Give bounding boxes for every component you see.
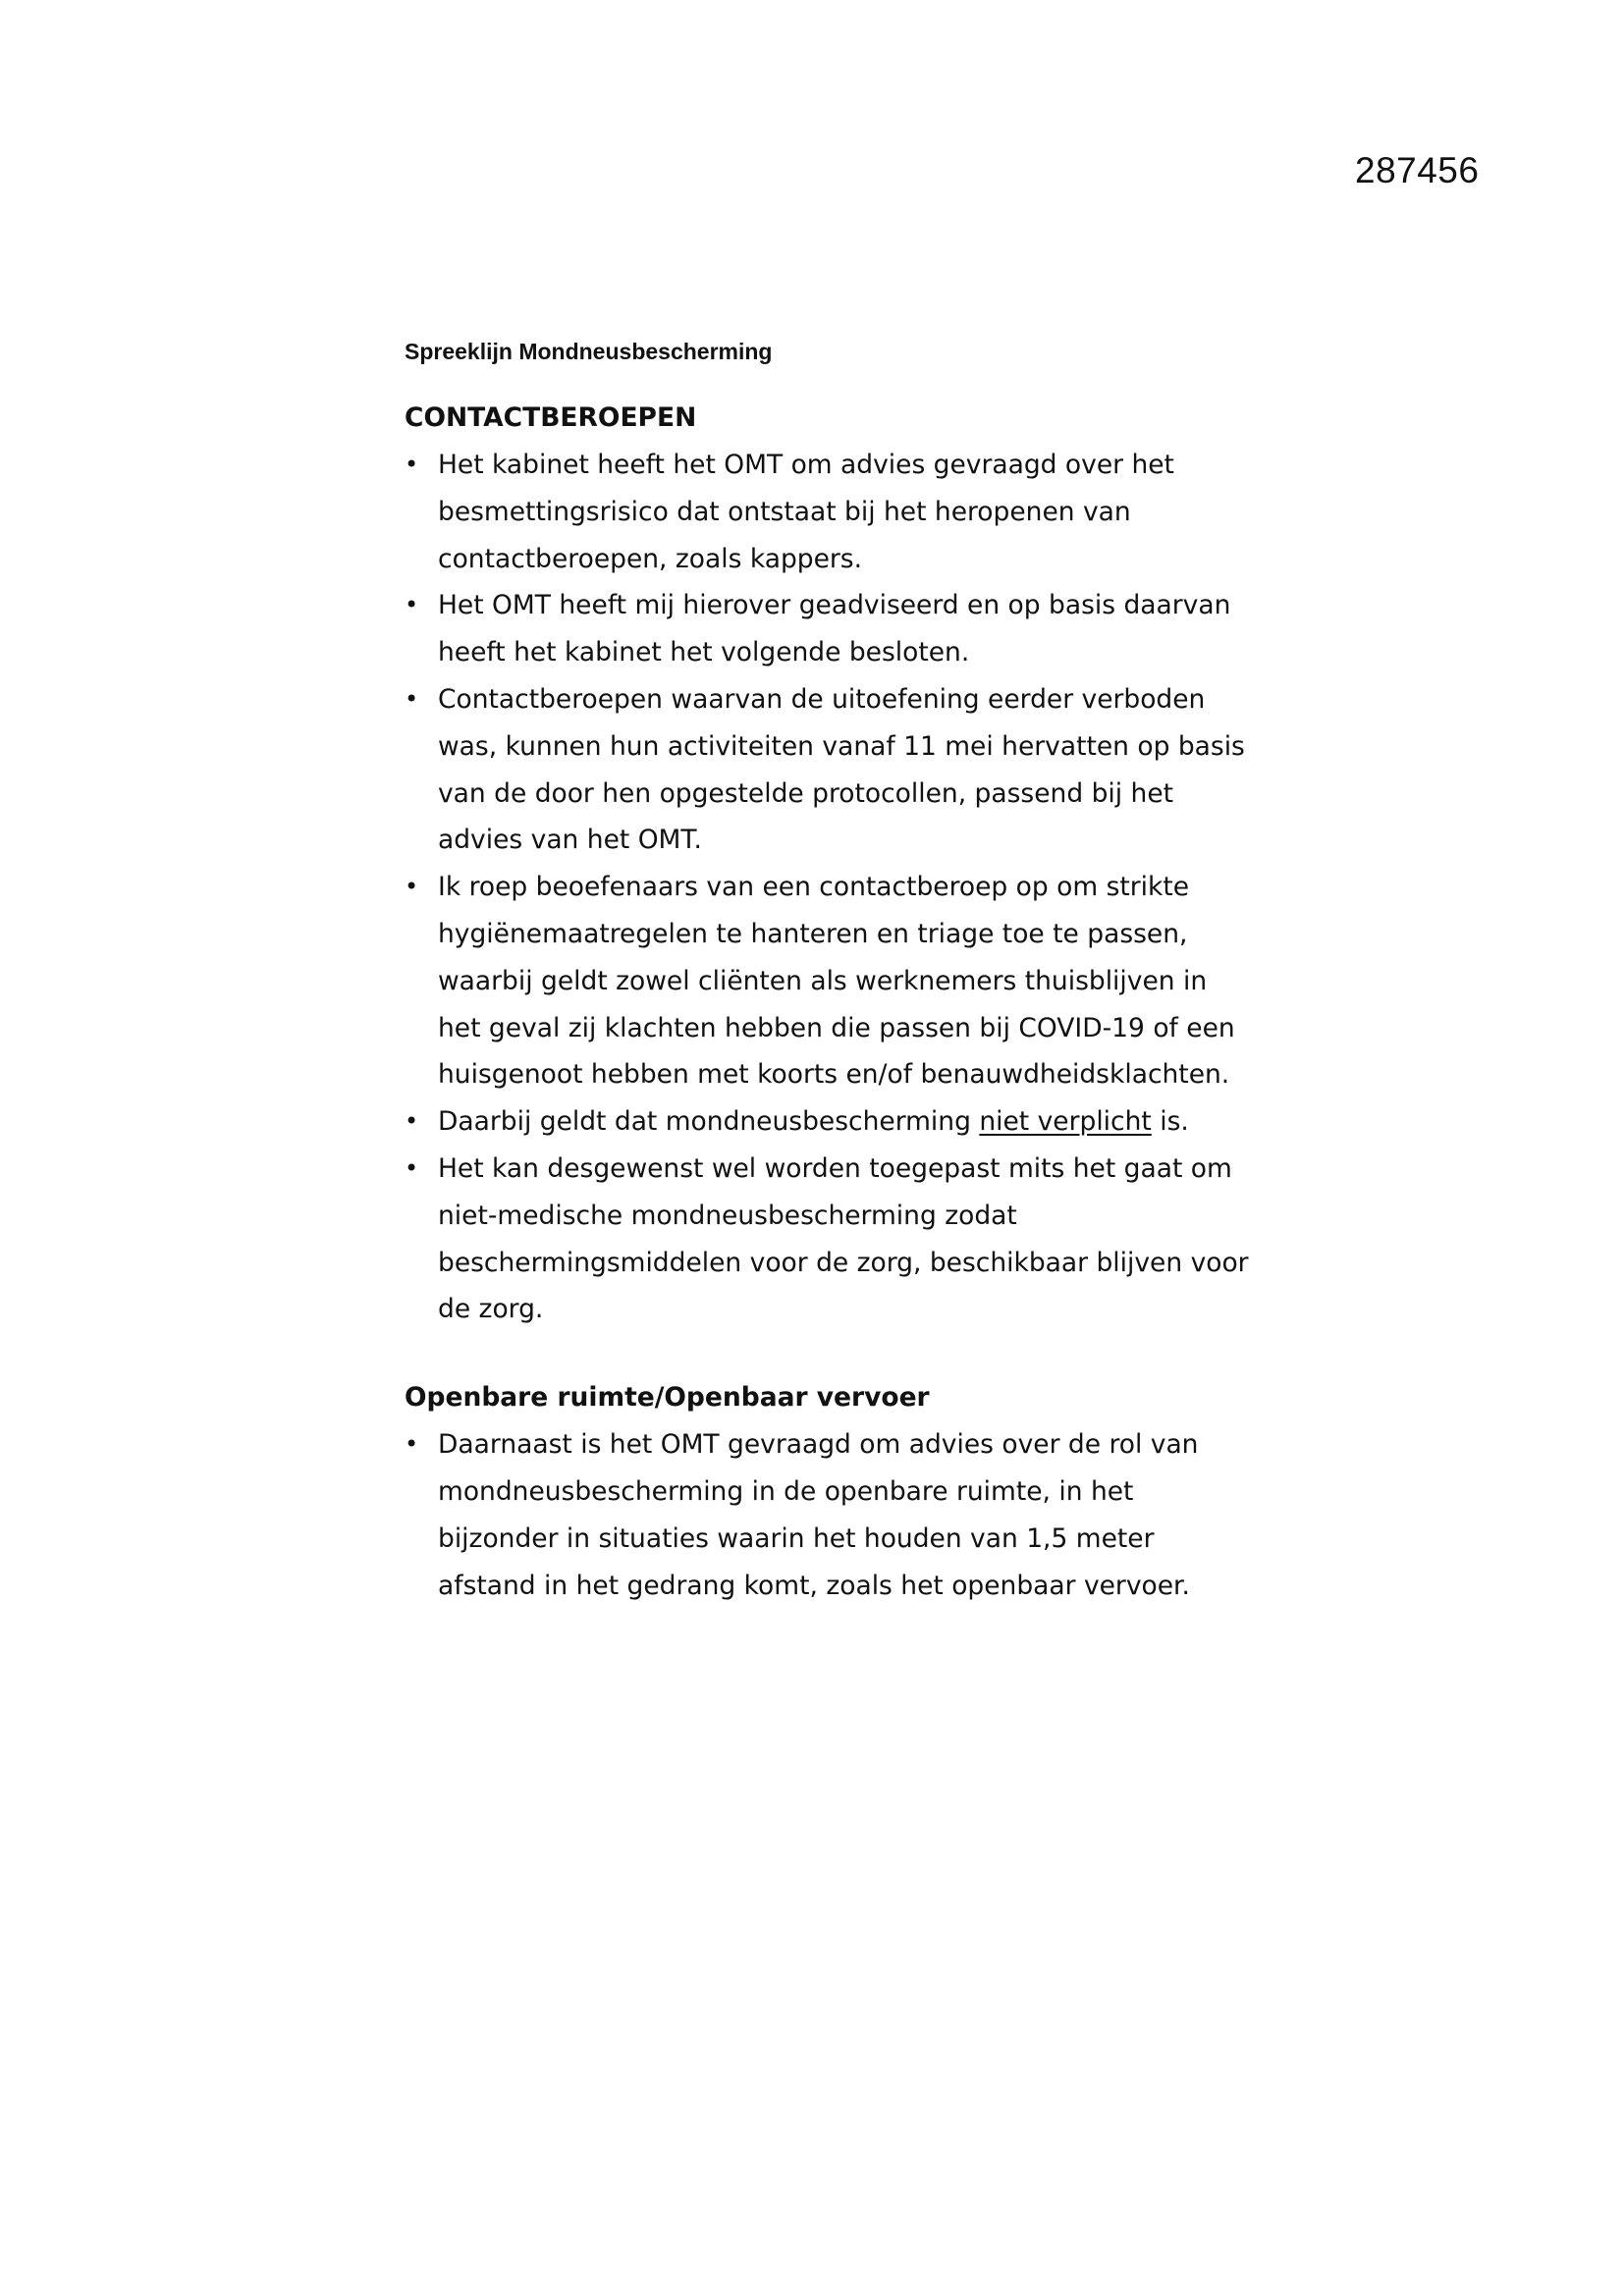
document-body bbox=[405, 399, 1249, 1609]
list-item bbox=[405, 676, 1249, 864]
bullet-icon: • bbox=[405, 1107, 419, 1136]
document-number: 287456 bbox=[1355, 150, 1480, 190]
list-item bbox=[405, 582, 1249, 676]
bullet-icon: • bbox=[405, 451, 419, 478]
list-item-text: Het OMT heeft mij hierover geadviseerd en op basis daarvan heeft het kabinet het volgende besloten. bbox=[438, 590, 1231, 668]
bullet-list-openbare-ruimte bbox=[405, 1421, 1249, 1609]
list-item-text: Daarnaast is het OMT gevraagd om advies over de rol van mondneusbescherming in de openbare ruimte, in het bijzonder in situaties waarin het houden van 1,5 meter afstand in het gedrang komt, zoals het openbaar vervoer. bbox=[438, 1429, 1199, 1601]
underlined-emphasis: niet verplicht bbox=[979, 1106, 1152, 1138]
bullet-list-contactberoepen bbox=[405, 442, 1249, 1333]
bullet-icon: • bbox=[405, 1430, 419, 1459]
bullet-icon: • bbox=[405, 591, 419, 619]
list-item-text: Contactberoepen waarvan de uitoefening eerder verboden was, kunnen hun activiteiten vanaf 11 mei hervatten op basis van de door hen opgestelde protocollen, passend bij het advies van het OMT. bbox=[438, 683, 1245, 856]
document-title: Spreeklijn Mondneusbescherming bbox=[405, 339, 773, 364]
list-item bbox=[405, 864, 1249, 1098]
bullet-icon: • bbox=[405, 873, 419, 901]
list-item bbox=[405, 1146, 1249, 1333]
section-heading-contactberoepen: CONTACTBEROEPEN bbox=[405, 402, 697, 433]
list-item-text: Ik roep beoefenaars van een contactberoep op om strikte hygiënemaatregelen te hanteren en triage toe te passen, waarbij geldt zowel cliënten als werknemers thuisblijven in het geval zij klachten hebben die passen bij COVID-19 of een huisgenoot hebben met koorts en/of benauwdheidsklachten. bbox=[438, 872, 1235, 1091]
list-item-text-after: is. bbox=[1151, 1106, 1189, 1138]
list-item-text: Het kan desgewenst wel worden toegepast mits het gaat om niet-medische mondneusbescherming zodat beschermingsmiddelen voor de zorg, beschikbaar blijven voor de zorg. bbox=[438, 1152, 1249, 1325]
list-item bbox=[405, 1098, 1249, 1146]
bullet-icon: • bbox=[405, 1153, 419, 1182]
bullet-icon: • bbox=[405, 684, 419, 713]
list-item-text: Het kabinet heeft het OMT om advies gevraagd over het besmettingsrisico dat ontstaat bij het heropenen van contactberoepen, zoals kappers. bbox=[438, 450, 1174, 574]
list-item bbox=[405, 442, 1249, 582]
list-item bbox=[405, 1421, 1249, 1609]
section-heading-openbare-ruimte: Openbare ruimte/Openbaar vervoer bbox=[405, 1382, 930, 1414]
list-item-text-before: Daarbij geldt dat mondneusbescherming bbox=[438, 1106, 980, 1138]
